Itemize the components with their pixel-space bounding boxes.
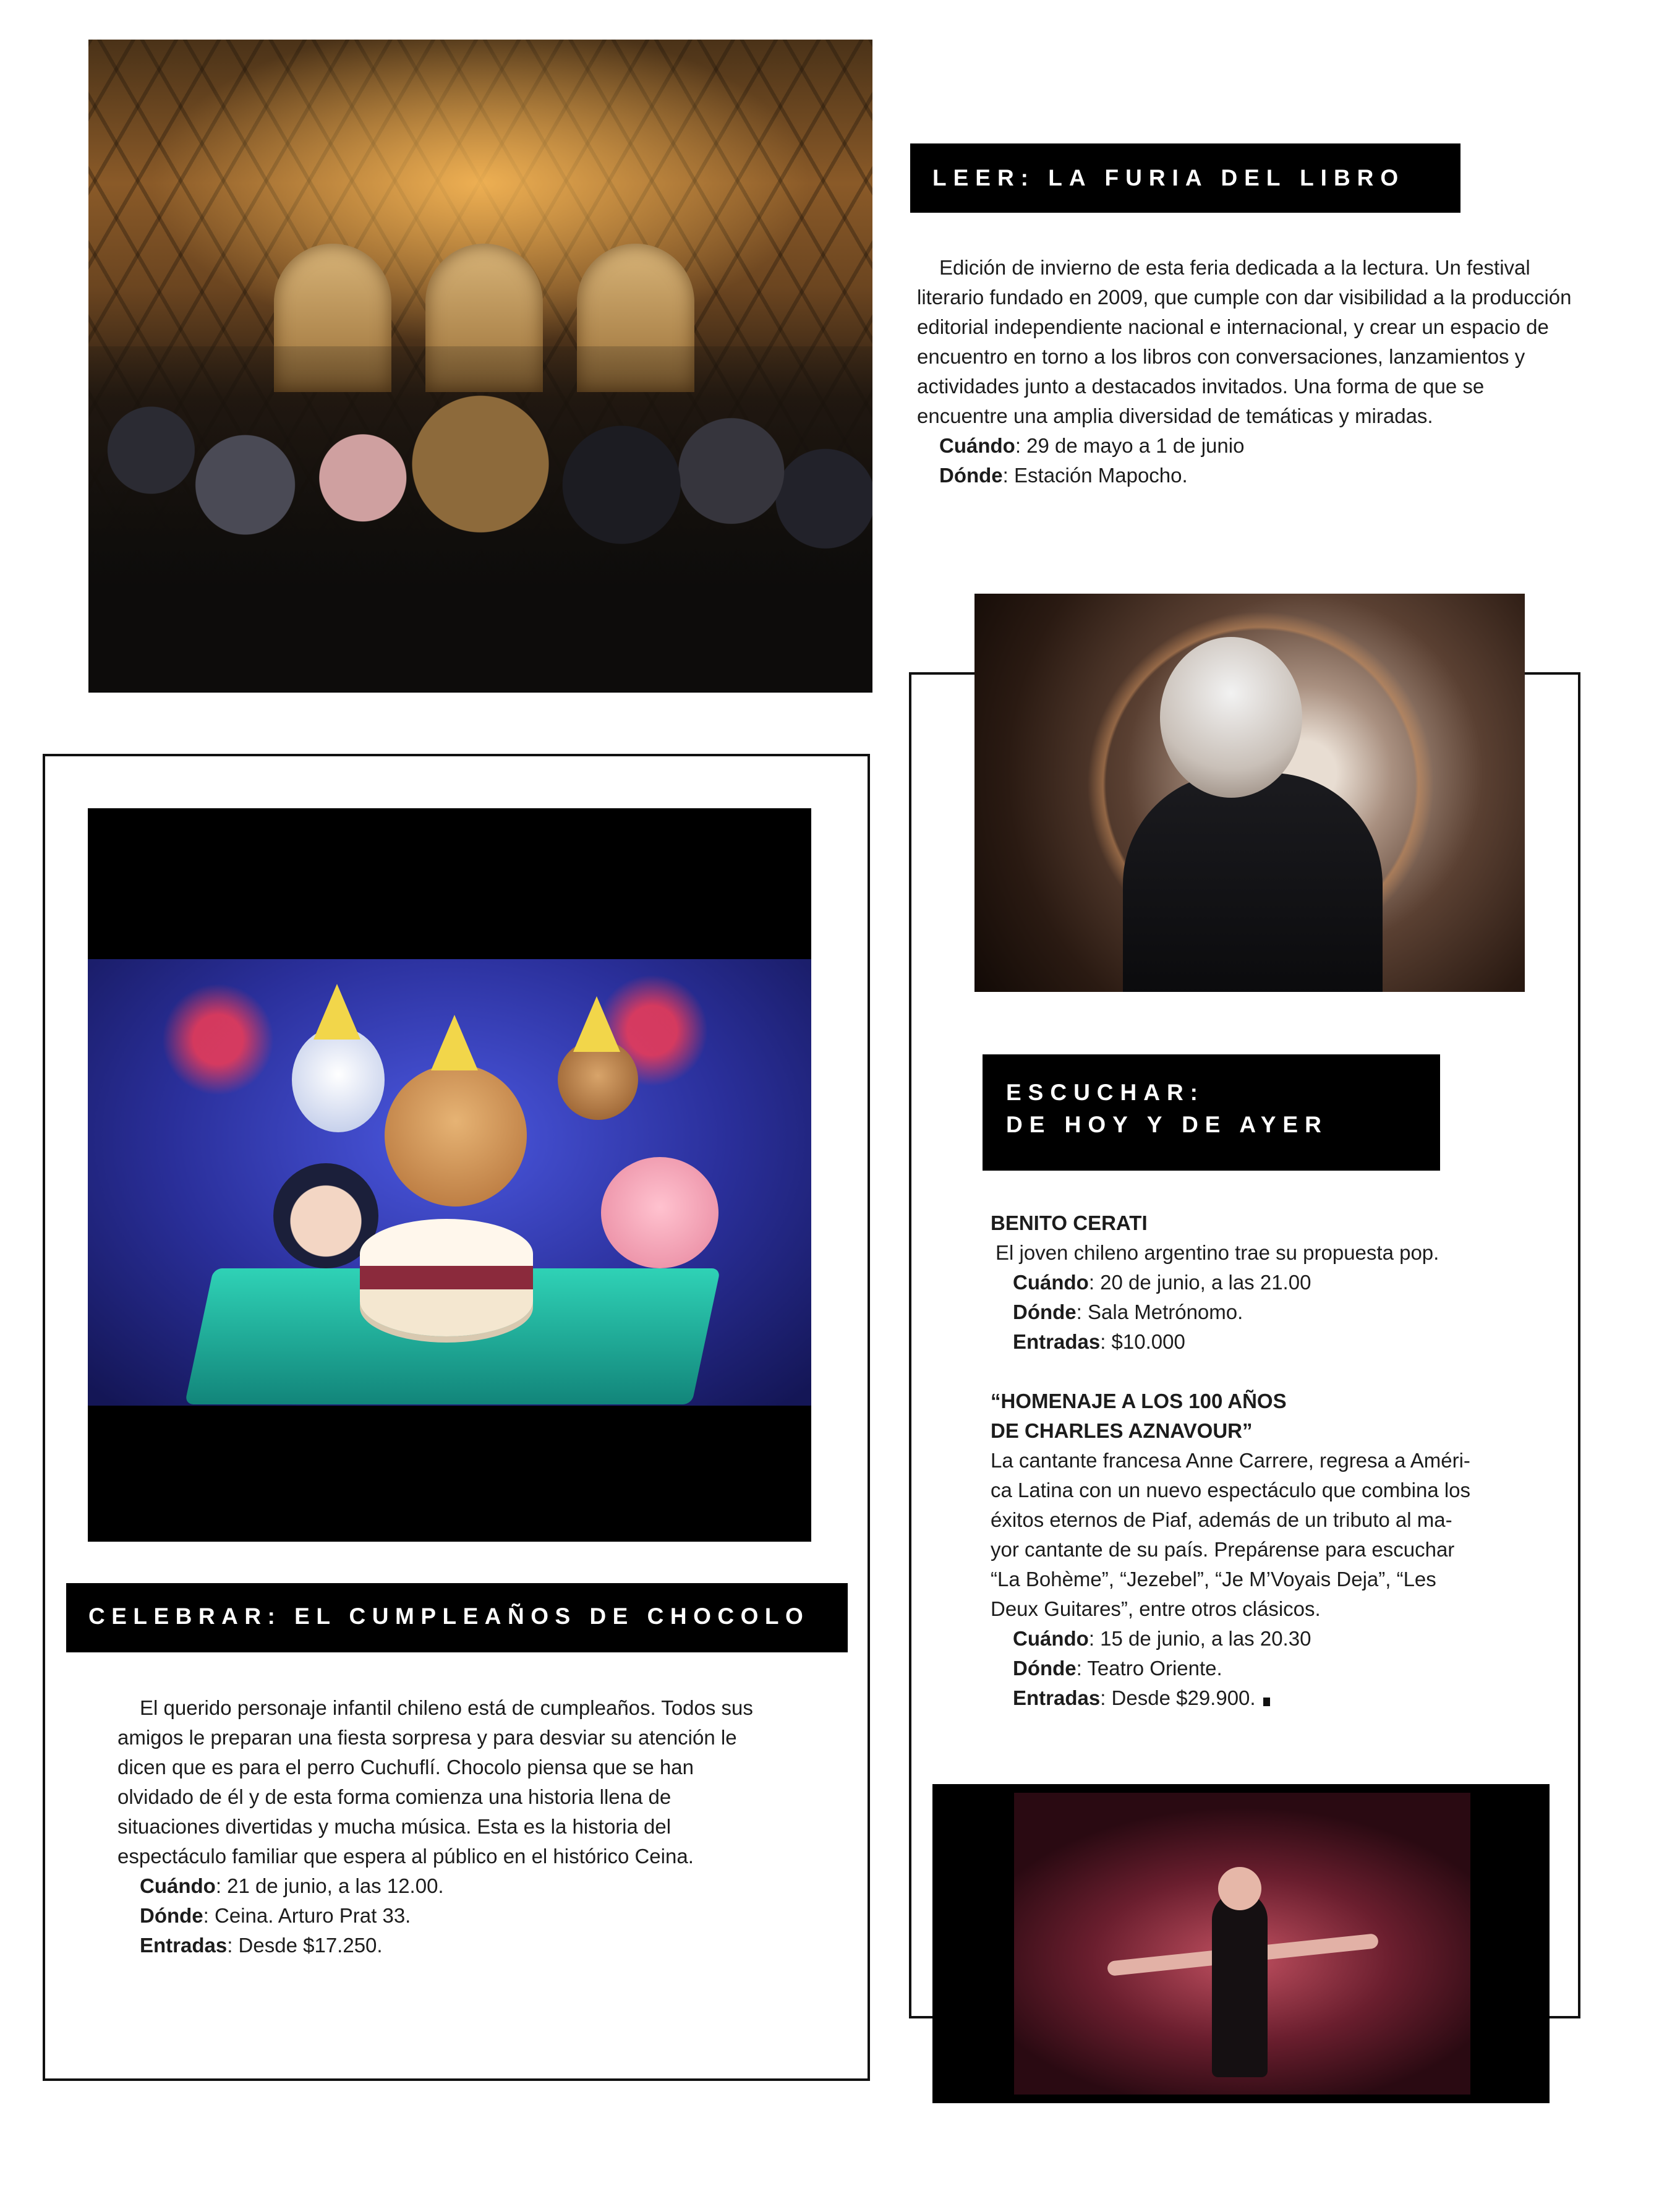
when-value: : 15 de junio, a las 20.30 <box>1088 1627 1311 1650</box>
event-title-line1: “HOMENAJE A LOS 100 AÑOS <box>991 1390 1287 1412</box>
escuchar-text <box>991 1208 1522 1713</box>
celebrar-body: El querido personaje infantil chileno está de cumpleaños. Todos sus amigos le preparan una fiesta sorpresa y para desviar su atención le dicen que es para el perro Cuchuflí. Chocolo piensa que se han olvidado de él y de esta forma comienza una historia llena de situaciones divertidas y mucha música. Esta es la historia del espectáculo familiar que espera al público en el histórico Ceina. <box>117 1696 753 1868</box>
escuchar-heading-line1: ESCUCHAR: <box>1006 1080 1205 1105</box>
where-label: Dónde <box>1013 1657 1077 1680</box>
concert-stage <box>1014 1793 1470 2095</box>
leer-when <box>917 431 1572 461</box>
singer-body <box>1123 773 1383 992</box>
when-value: : 20 de junio, a las 21.00 <box>1088 1271 1311 1294</box>
event-title: BENITO CERATI <box>991 1211 1148 1234</box>
tickets-label: Entradas <box>1013 1330 1101 1353</box>
where-label: Dónde <box>939 464 1003 487</box>
leer-body: Edición de invierno de esta feria dedicada a la lectura. Un festival literario fundado en 2009, que cumple con dar visibilidad a la producción editorial independiente nacional e internacional, y crear un espacio de encuentro en torno a los libros con conversaciones, lanzamientos y actividades junto a destacados invitados. Una forma de que se encuentre una amplia diversidad de temáticas y miradas. <box>917 256 1572 427</box>
escuchar-heading <box>983 1054 1440 1171</box>
when-label: Cuándo <box>1013 1627 1089 1650</box>
leer-heading: LEER: LA FURIA DEL LIBRO <box>910 143 1460 213</box>
spacer <box>991 1357 1522 1386</box>
event-where <box>991 1297 1522 1327</box>
where-value: : Ceina. Arturo Prat 33. <box>203 1904 411 1927</box>
where-value: : Estación Mapocho. <box>1002 464 1188 487</box>
party-hat <box>431 1015 478 1070</box>
celebrar-text <box>117 1693 773 1960</box>
end-of-article-mark <box>1263 1698 1270 1706</box>
chocolo-scene <box>88 959 811 1406</box>
event-tickets <box>991 1683 1522 1713</box>
benito-cerati-photo <box>974 594 1525 992</box>
event-description-line: éxitos eternos de Piaf, además de un tributo al ma- <box>991 1508 1452 1531</box>
when-label: Cuándo <box>939 434 1015 457</box>
tickets-label: Entradas <box>1013 1686 1101 1709</box>
tickets-value: : Desde $17.250. <box>227 1934 383 1957</box>
bird-character <box>292 1027 385 1132</box>
station-crowd-photo <box>88 40 872 693</box>
anne-carrere-photo <box>932 1784 1550 2103</box>
when-label: Cuándo <box>140 1874 216 1897</box>
event-when <box>991 1624 1522 1654</box>
singer-head <box>1160 637 1302 798</box>
birthday-cake <box>360 1219 533 1336</box>
station-crowd <box>88 346 872 693</box>
celebrar-where <box>117 1901 773 1931</box>
event-description-line: La cantante francesa Anne Carrere, regresa a Améri- <box>991 1449 1470 1472</box>
chocolo-photo <box>88 808 811 1542</box>
tickets-label: Entradas <box>140 1934 228 1957</box>
when-value: : 21 de junio, a las 12.00. <box>215 1874 444 1897</box>
where-label: Dónde <box>1013 1301 1077 1323</box>
where-value: : Teatro Oriente. <box>1076 1657 1222 1680</box>
event-when <box>991 1268 1522 1297</box>
event-description-line: Deux Guitares”, entre otros clásicos. <box>991 1597 1321 1620</box>
chocolo-character <box>385 1064 527 1207</box>
party-hat <box>573 996 620 1052</box>
singer-figure <box>1212 1892 1268 2077</box>
where-value: : Sala Metrónomo. <box>1076 1301 1243 1323</box>
party-hat <box>313 984 360 1040</box>
when-label: Cuándo <box>1013 1271 1089 1294</box>
tickets-value: : Desde $29.900. <box>1100 1686 1256 1709</box>
singer-head <box>1218 1867 1261 1910</box>
celebrar-when <box>117 1871 773 1901</box>
event-where <box>991 1654 1522 1683</box>
event-description: El joven chileno argentino trae su propuesta pop. <box>996 1241 1439 1264</box>
celebrar-tickets <box>117 1931 773 1960</box>
event-description-line: ca Latina con un nuevo espectáculo que combina los <box>991 1479 1471 1501</box>
event-description-line: yor cantante de su país. Prepárense para escuchar <box>991 1538 1455 1561</box>
where-label: Dónde <box>140 1904 203 1927</box>
event-description-line: “La Bohème”, “Jezebel”, “Je M’Voyais Deja”, “Les <box>991 1568 1436 1591</box>
celebrar-heading: CELEBRAR: EL CUMPLEAÑOS DE CHOCOLO <box>66 1583 848 1652</box>
event-title-line2: DE CHARLES AZNAVOUR” <box>991 1419 1253 1442</box>
escuchar-heading-line2: DE HOY Y DE AYER <box>1006 1112 1328 1137</box>
pig-character <box>601 1157 718 1268</box>
when-value: : 29 de mayo a 1 de junio <box>1015 434 1245 457</box>
tickets-value: : $10.000 <box>1100 1330 1185 1353</box>
event-tickets <box>991 1327 1522 1357</box>
leer-text <box>917 253 1572 490</box>
leer-where <box>917 461 1572 490</box>
